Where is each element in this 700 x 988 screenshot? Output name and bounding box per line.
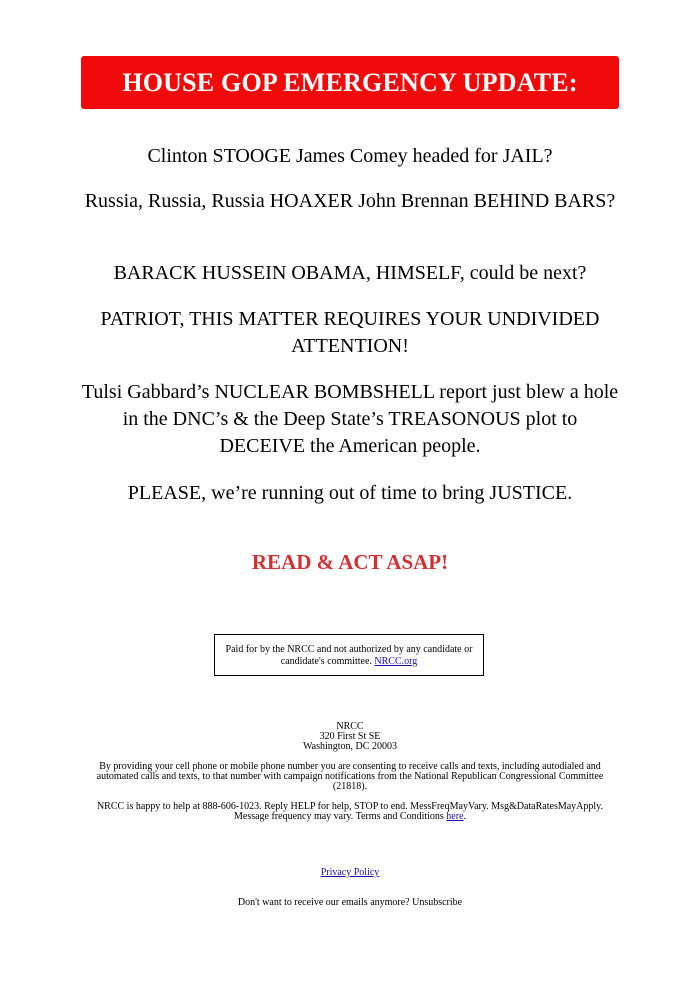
message-line-comey: Clinton STOOGE James Comey headed for JAIL? bbox=[147, 145, 553, 167]
message-line-brennan: Russia, Russia, Russia HOAXER John Brennan BEHIND BARS? bbox=[84, 190, 616, 212]
unsubscribe-link[interactable]: Don't want to receive our emails anymore? Unsubscribe bbox=[237, 897, 463, 908]
message-line-report: Tulsi Gabbard’s NUCLEAR BOMBSHELL report just blew a hole in the DNC’s & the Deep State’s TREASONOUS plot to DECEIVE the American people. bbox=[81, 381, 619, 457]
nrcc-org-link[interactable]: NRCC.org bbox=[374, 656, 418, 667]
disclaimer-text: Paid for by the NRCC and not authorized by any candidate or candidate's committee. bbox=[225, 644, 473, 667]
message-line-justice: PLEASE, we’re running out of time to bring JUSTICE. bbox=[127, 482, 573, 504]
paid-for-disclaimer bbox=[214, 634, 484, 676]
footer-help: NRCC is happy to help at 888-606-1023. Reply HELP for help, STOP to end. MessFreqMayVary. Msg&DataRatesMayApply. Message frequency may vary. Terms and Conditions here. bbox=[96, 801, 604, 822]
privacy-policy-link[interactable]: Privacy Policy bbox=[320, 867, 380, 878]
footer-privacy bbox=[90, 868, 610, 878]
emergency-banner: HOUSE GOP EMERGENCY UPDATE: bbox=[81, 56, 619, 109]
read-act-link[interactable]: READ & ACT ASAP! bbox=[251, 550, 449, 574]
footer-address bbox=[90, 722, 610, 752]
footer-help-text: NRCC is happy to help at 888-606-1023. Reply HELP for help, STOP to end. MessFreqMayVary. Msg&DataRatesMayApply. Message frequency may vary. Terms and Conditions bbox=[96, 801, 604, 822]
message-line-obama: BARACK HUSSEIN OBAMA, HIMSELF, could be next? bbox=[113, 262, 587, 284]
message-line-patriot: PATRIOT, THIS MATTER REQUIRES YOUR UNDIVIDED ATTENTION! bbox=[100, 308, 600, 357]
footer-city: Washington, DC 20003 bbox=[303, 741, 397, 752]
footer-consent: By providing your cell phone or mobile phone number you are consenting to receive calls and texts, including autodialed and automated calls and texts, to that number with campaign notifications from the National Republican Congressional Committee (21818). bbox=[96, 761, 604, 792]
terms-link[interactable]: here bbox=[446, 811, 464, 822]
footer-org-name: NRCC bbox=[336, 721, 364, 732]
footer-street: 320 First St SE bbox=[319, 731, 381, 742]
